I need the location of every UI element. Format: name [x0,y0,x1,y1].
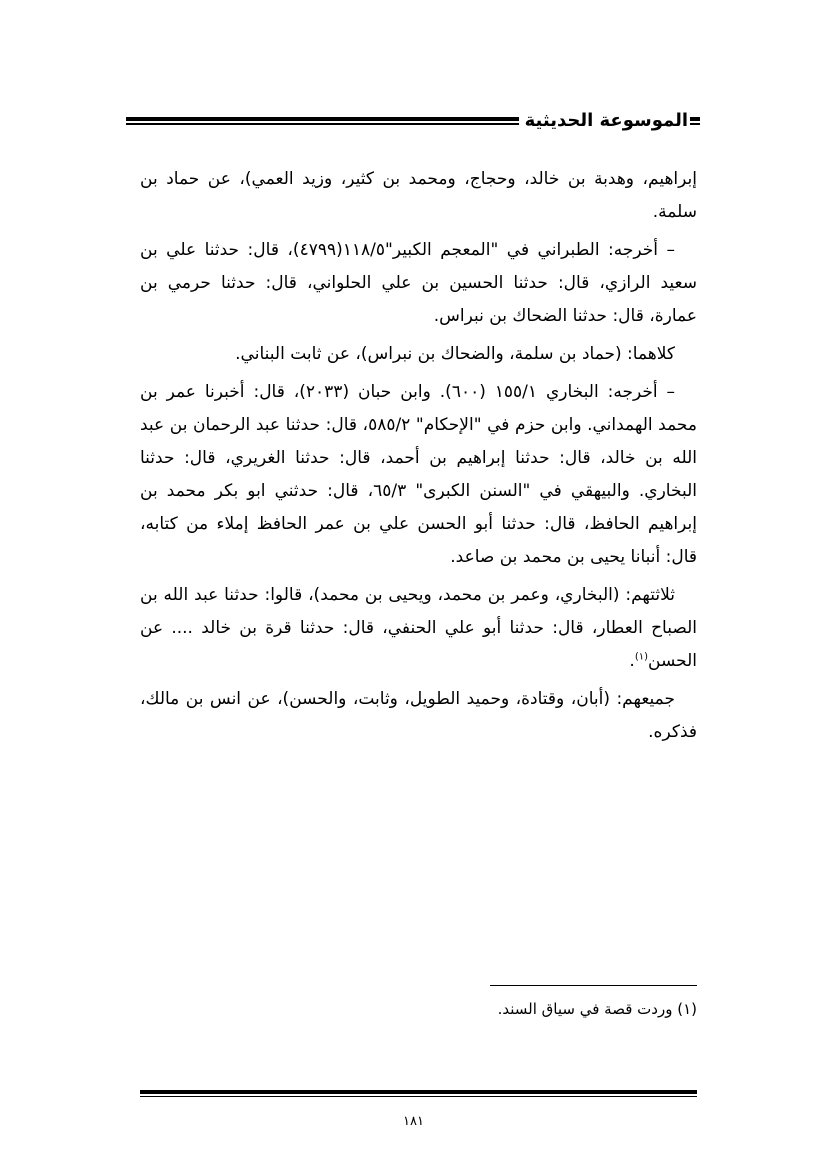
paragraph: كلاهما: (حماد بن سلمة، والضحاك بن نبراس)، عن ثابت البناني. [235,344,675,364]
paragraph: – أخرجه: الطبراني في "المعجم الكبير"١١٨/٥(٤٧٩٩)، قال: حدثنا علي بن سعيد الرازي، قال: حدثنا الحسين بن علي الحلواني، قال: حدثنا حرمي بن عمارة، قال: حدثنا الضحاك بن نبراس. [140,240,697,326]
paragraph: جميعهم: (أبان، وقتادة، وحميد الطويل، وثابت، والحسن)، عن انس بن مالك، فذكره. [140,689,697,742]
page-number: ١٨١ [403,1114,424,1129]
paragraph: – أخرجه: البخاري ١٥٥/١ (٦٠٠). وابن حبان (٢٠٣٣)، قال: أخبرنا عمر بن محمد الهمداني. وابن حزم في "الإحكام" ٥٨٥/٢، قال: حدثنا عبد الرحمان بن عبد الله بن خالد، قال: حدثنا إبراهيم بن أحمد، قال: حدثنا الغريري، قال: حدثنا البخاري. والبيهقي في "السنن الكبرى" ٦٥/٣، قال: حدثني ابو بكر محمد بن إبراهيم الحافظ، قال: حدثنا أبو الحسن علي بن عمر الحافظ إملاء من كتابه، قال: أنبانا يحيى بن محمد بن صاعد. [140,382,698,567]
footnote-separator [490,985,697,986]
paragraph [140,579,697,678]
footer-rule [140,1090,697,1097]
footnote-reference: (١) [634,651,649,663]
paragraph-end: . [629,651,635,671]
running-header [126,108,700,134]
paragraph-text: ثلاثتهم: (البخاري، وعمر بن محمد، ويحيى بن محمد)، قالوا: حدثنا عبد الله بن الصباح العطار، قال: حدثنا أبو علي الحنفي، قال: حدثنا قرة بن خالد .... عن الحسن [140,585,697,671]
header-title: الموسوعة الحديثية [524,110,688,131]
paragraph: إبراهيم، وهدبة بن خالد، وحجاج، ومحمد بن كثير، وزيد العمي)، عن حماد بن سلمة. [140,169,697,222]
footnote: (١) وردت قصة في سياق السند. [497,1000,697,1018]
header-rule [126,117,519,125]
main-text [140,163,697,754]
header-rule-short [690,117,700,125]
